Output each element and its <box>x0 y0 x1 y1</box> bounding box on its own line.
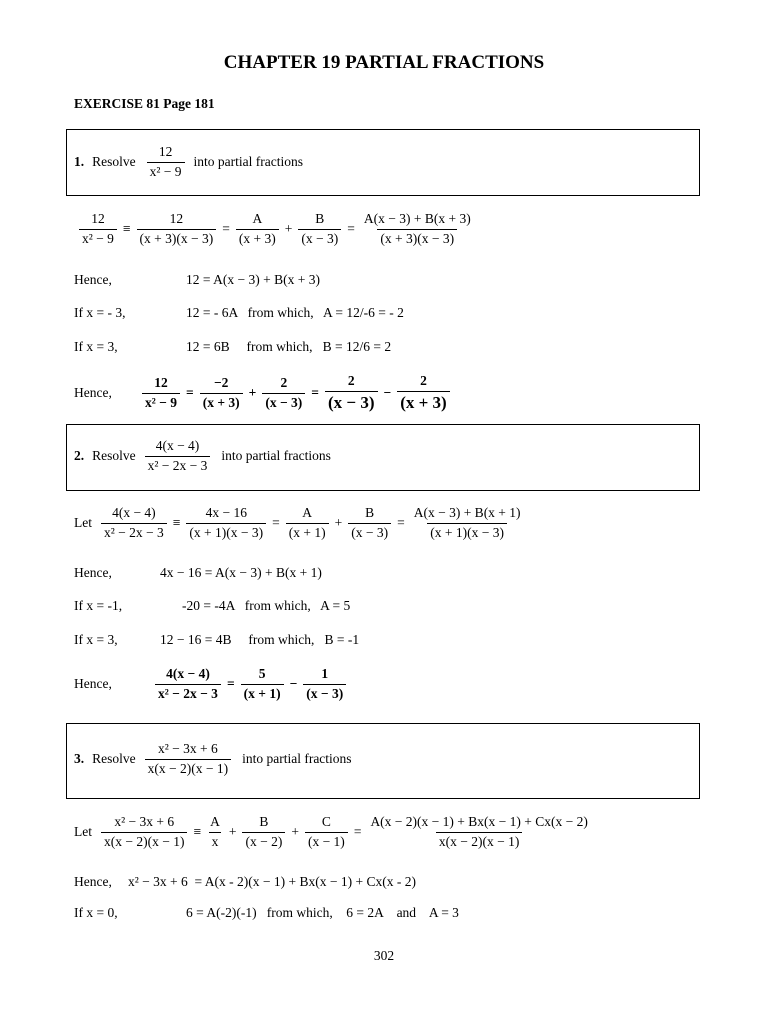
q2-if-line-2: If x = 3, 12 − 16 = 4B from which, B = -1 <box>74 632 360 647</box>
resolve-label: Resolve <box>92 751 136 767</box>
question-number: 1. <box>74 154 85 170</box>
q1-result: Hence, $\frac{12}{\text{x² − 9}}$ = $\frac{-2}{(x + 3)}$ + $\frac{2}{(x - 3)}$ = $\frac{2}{(x - 3)}$ − $\frac{2}{(x + 3)}$ <box>74 374 453 413</box>
question-fraction: $\frac{12}{\text{x² − 9}}$ <box>147 145 185 180</box>
instruction-text: into partial fractions <box>193 154 304 170</box>
question-3-statement <box>74 742 352 777</box>
question-1-statement <box>74 145 303 180</box>
question-number: 2. <box>74 448 85 464</box>
q1-hence-line: Hence, 12 = A(x − 3) + B(x + 3) <box>74 272 320 287</box>
question-fraction: $\frac{\text{x² − 3x + 6}}{x(x - 2)(x - 1)}$ <box>145 742 231 777</box>
question-2-statement <box>74 439 331 474</box>
exercise-heading: EXERCISE 81 Page 181 <box>74 96 215 111</box>
q3-equation-1: Let $\frac{\text{x² − 3x + 6}}{x(x - 2)(x - 1)}$ ≡ $\frac{A}{x}$ + $\frac{B}{(x - 2)}$ + $\frac{C}{(x - 1)}$ = $\frac{A(x - 2)(x - 1) + Bx(x - 1) + Cx(x - 2)}{x(x - 2)(x - 1)}$ <box>74 814 588 849</box>
instruction-text: into partial fractions <box>242 751 352 767</box>
q2-hence-line: Hence, 4x − 16 = A(x − 3) + B(x + 1) <box>74 565 322 580</box>
instruction-text: into partial fractions <box>221 448 331 464</box>
q3-hence-line: Hence, x² − 3x + 6 = A(x - 2)(x − 1) + Bx(x − 1) + Cx(x - 2) <box>74 874 416 889</box>
question-number: 3. <box>74 751 85 767</box>
q1-if-line-2: If x = 3, 12 = 6B from which, B = 12/6 = 2 <box>74 339 392 354</box>
q1-if-line-1: If x = - 3, 12 = - 6A from which, A = 12/-6 = - 2 <box>74 305 404 320</box>
resolve-label: Resolve <box>92 154 136 170</box>
q1-equation-1: $\frac{12}{\text{x² − 9}}$ ≡ $\frac{12}{(x + 3)(x - 3)}$ = $\frac{A}{(x + 3)}$ + $\frac{B}{(x - 3)}$ = $\frac{A(x - 3) + B(x + 3)}{(x + 3)(x - 3)}$ <box>76 212 477 247</box>
question-fraction: $\frac{4(x - 4)}{\text{x² − 2x − 3}}$ <box>145 439 211 474</box>
chapter-title: CHAPTER 19 PARTIAL FRACTIONS <box>223 52 545 73</box>
resolve-label: Resolve <box>92 448 136 464</box>
q2-equation-1: Let $\frac{4(x - 4)}{\text{x² − 2x − 3}}$ ≡ $\frac{4x - 16}{(x + 1)(x - 3)}$ = $\frac{A}{(x + 1)}$ + $\frac{B}{(x - 3)}$ = $\frac{A(x - 3) + B(x + 1)}{(x + 1)(x - 3)}$ <box>74 505 521 540</box>
q2-if-line-1: If x = -1, -20 = -4A from which, A = 5 <box>74 598 351 613</box>
q3-if-line-1: If x = 0, 6 = A(-2)(-1) from which, 6 = 2A and A = 3 <box>74 905 459 920</box>
q2-result: Hence, $\frac{4(x - 4)}{\text{x² − 2x − 3}}$ = $\frac{5}{(x + 1)}$ − $\frac{1}{(x - 3)}$ <box>74 667 349 702</box>
page-number: 302 <box>373 948 395 963</box>
